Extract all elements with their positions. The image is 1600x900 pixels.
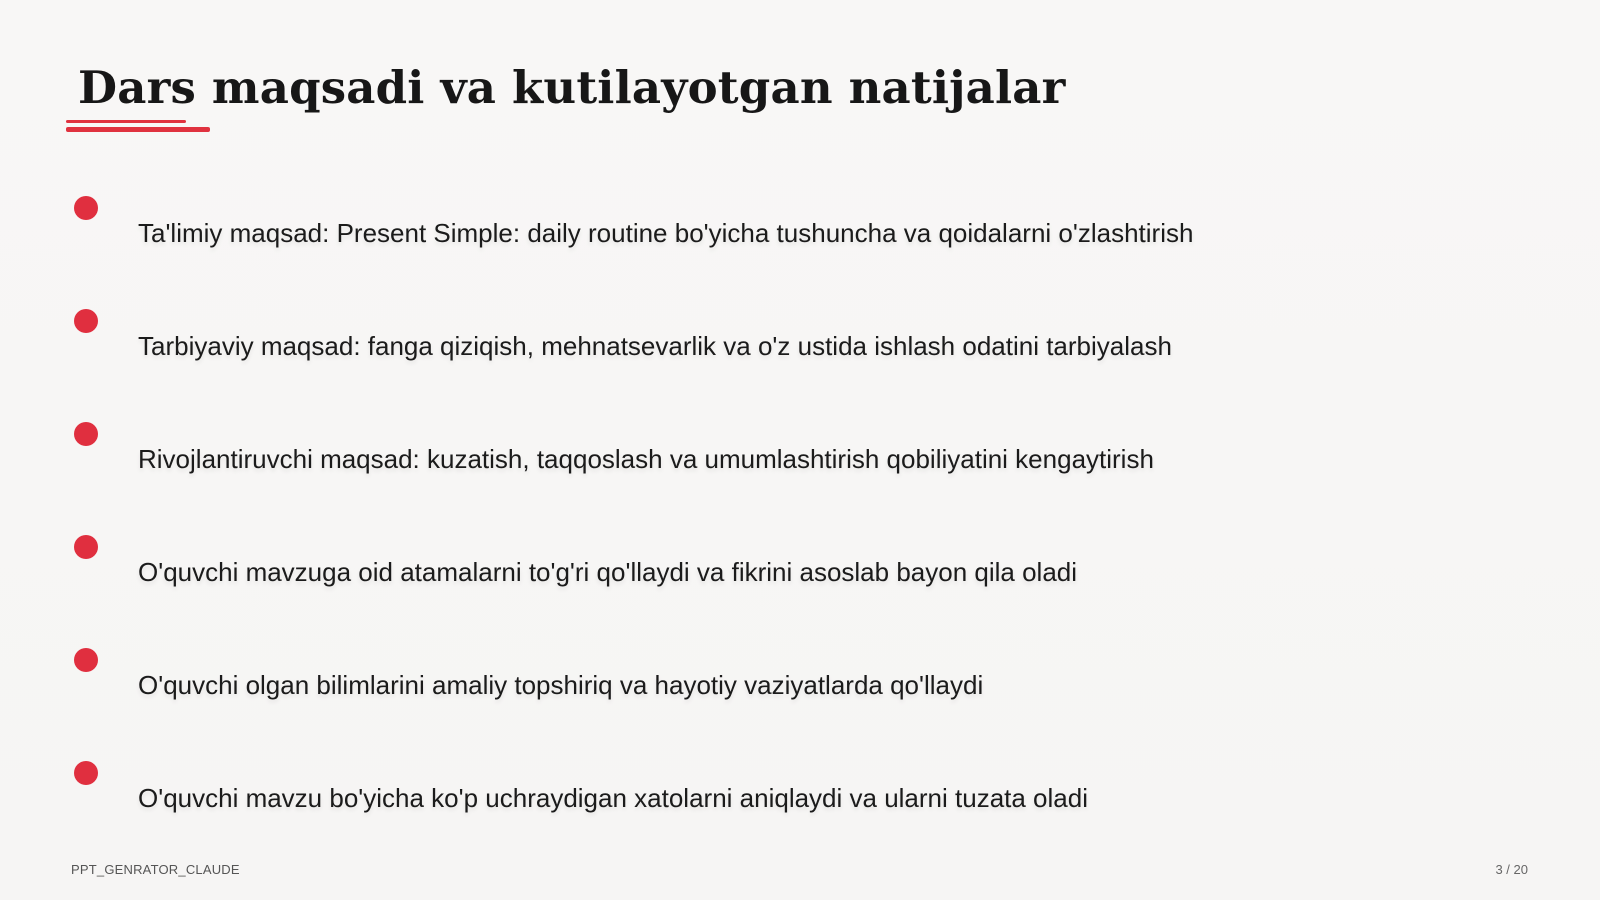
bullet-item [0,422,1500,492]
bullet-dot-icon [74,196,98,220]
bullet-text: O'quvchi mavzu bo'yicha ko'p uchraydigan xatolarni aniqlaydi va ularni tuzata oladi [138,783,1088,813]
bullet-dot-icon [74,422,98,446]
bullet-text: O'quvchi olgan bilimlarini amaliy topshiriq va hayotiy vaziyatlarda qo'llaydi [138,670,984,700]
bullet-text: O'quvchi mavzuga oid atamalarni to'g'ri qo'llaydi va fikrini asoslab bayon qila oladi [138,557,1078,587]
title-underline-thin [66,120,186,123]
bullet-dot-icon [74,309,98,333]
slide-title: Dars maqsadi va kutilayotgan natijalar [78,61,1066,114]
bullet-item [0,761,1500,831]
bullet-item [0,309,1500,379]
bullet-dot-icon [74,761,98,785]
bullet-text: Rivojlantiruvchi maqsad: kuzatish, taqqoslash va umumlashtirish qobiliyatini kengaytirish [138,444,1154,474]
title-underline [66,120,210,132]
page-indicator: 3 / 20 [1495,862,1528,877]
bullet-dot-icon [74,648,98,672]
bullet-item [0,648,1500,718]
bullet-text: Tarbiyaviy maqsad: fanga qiziqish, mehnatsevarlik va o'z ustida ishlash odatini tarbiyalash [138,331,1172,361]
bullet-item [0,535,1500,605]
title-underline-thick [66,127,210,132]
bullet-dot-icon [74,535,98,559]
footer-label: PPT_GENRATOR_CLAUDE [71,862,240,877]
bullet-text: Ta'limiy maqsad: Present Simple: daily routine bo'yicha tushuncha va qoidalarni o'zlashtirish [138,218,1194,248]
bullet-item [0,196,1500,266]
